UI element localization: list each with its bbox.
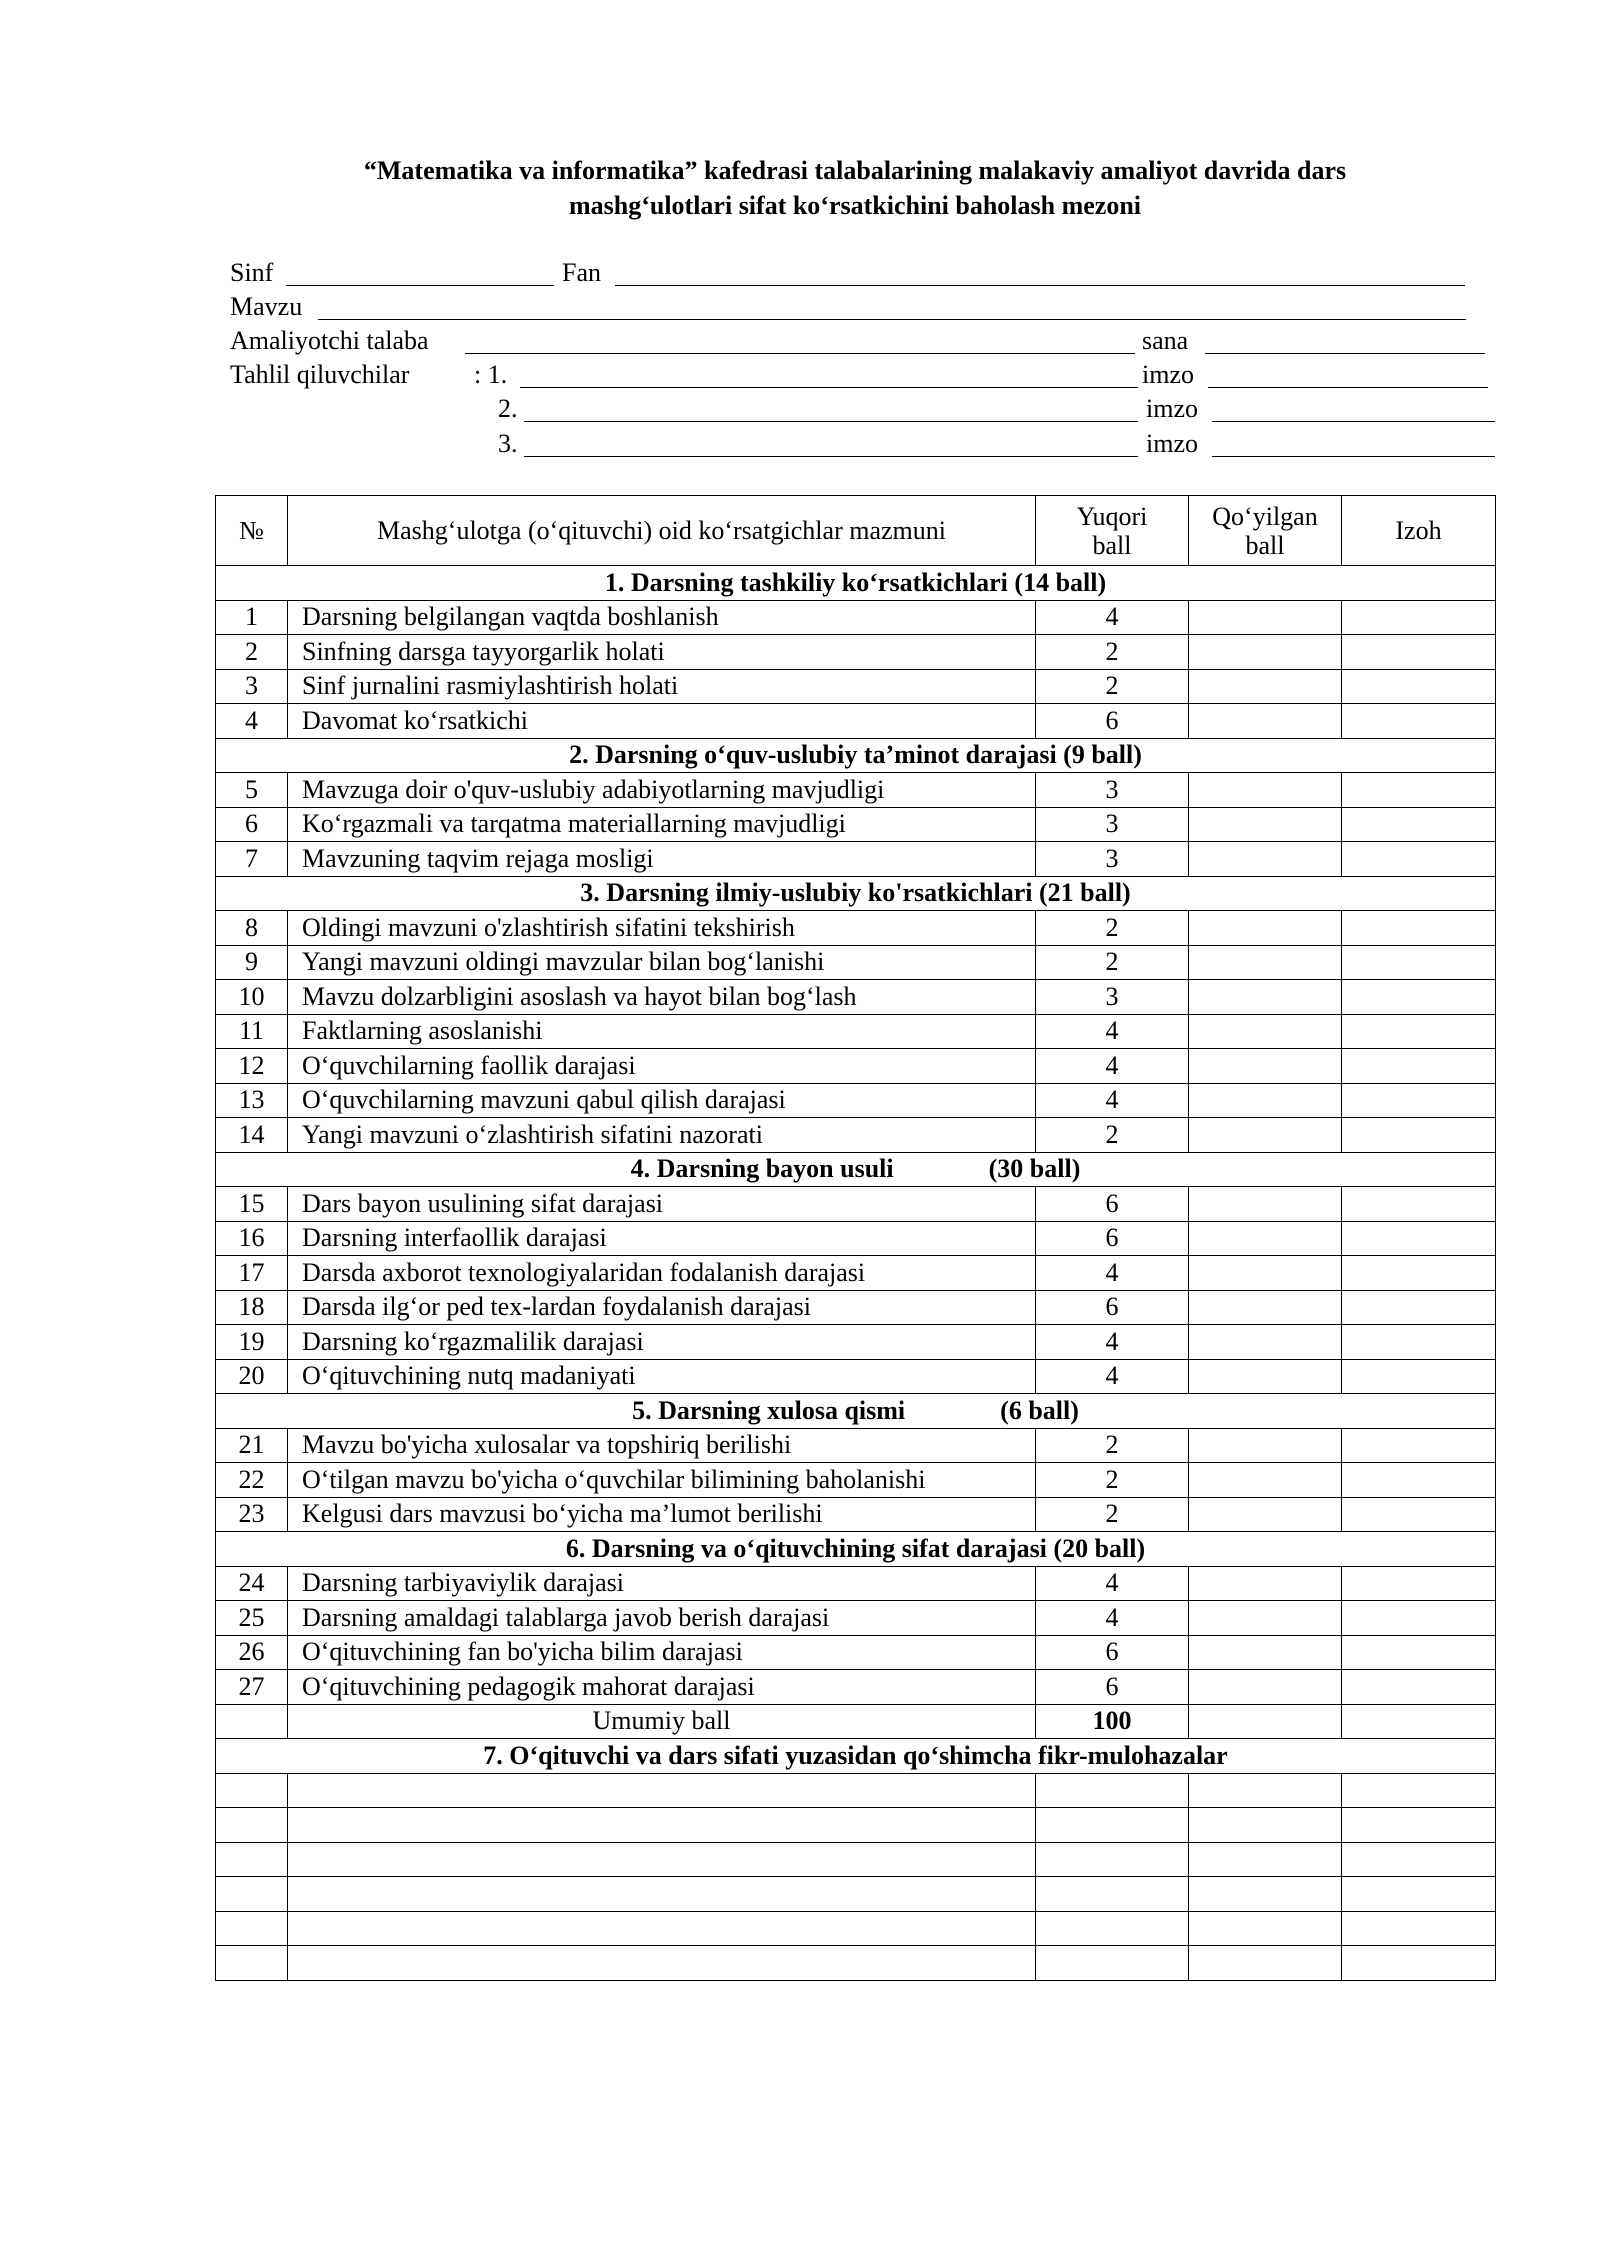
row-number: 4 (216, 704, 288, 739)
row-number: 26 (216, 1635, 288, 1670)
total-row (216, 1704, 1496, 1739)
row-note-cell[interactable] (1342, 1325, 1496, 1360)
row-number: 6 (216, 807, 288, 842)
row-note-cell[interactable] (1342, 1497, 1496, 1532)
header-max-score (1036, 496, 1189, 566)
row-max-score: 2 (1036, 1118, 1189, 1153)
row-number: 3 (216, 669, 288, 704)
comment-row[interactable] (216, 1877, 1496, 1912)
comment-cell[interactable] (1189, 1877, 1342, 1912)
talaba-field[interactable] (465, 353, 1135, 354)
row-max-score: 2 (1036, 1497, 1189, 1532)
row-given-score-cell[interactable] (1189, 1014, 1342, 1049)
table-row (216, 1670, 1496, 1705)
row-max-score: 4 (1036, 1566, 1189, 1601)
table-row (216, 980, 1496, 1015)
tahlil-label: Tahlil qiluvchilar (230, 360, 410, 389)
section-2-header (216, 738, 1496, 773)
row-given-score-cell[interactable] (1189, 1670, 1342, 1705)
fan-label: Fan (562, 258, 601, 287)
comment-cell[interactable] (1342, 1911, 1496, 1946)
row-max-score: 4 (1036, 600, 1189, 635)
evaluation-table (215, 495, 1496, 1981)
row-note-cell[interactable] (1342, 635, 1496, 670)
row-given-score-cell[interactable] (1189, 842, 1342, 877)
row-criterion: Darsning ko‘rgazmalilik darajasi (288, 1325, 1036, 1360)
row-given-score-cell[interactable] (1189, 1463, 1342, 1498)
total-label: Umumiy ball (288, 1704, 1036, 1739)
comment-cell[interactable] (216, 1911, 288, 1946)
row-max-score: 4 (1036, 1256, 1189, 1291)
row-max-score: 6 (1036, 1635, 1189, 1670)
table-row (216, 911, 1496, 946)
talaba-label: Amaliyotchi talaba (230, 326, 429, 355)
row-note-cell[interactable] (1342, 980, 1496, 1015)
row-given-score-cell[interactable] (1189, 1290, 1342, 1325)
header-given-score-line1: Qo‘yilgan (1212, 501, 1318, 531)
row-criterion: Yangi mavzuni o‘zlashtirish sifatini nazorati (288, 1118, 1036, 1153)
row-criterion: Sinf jurnalini rasmiylashtirish holati (288, 669, 1036, 704)
imzo-1-field[interactable] (1208, 387, 1488, 388)
row-note-cell[interactable] (1342, 669, 1496, 704)
section-4-title-cell (216, 1152, 1496, 1187)
row-max-score: 4 (1036, 1014, 1189, 1049)
table-row (216, 1325, 1496, 1360)
row-max-score: 2 (1036, 911, 1189, 946)
comment-cell[interactable] (1036, 1946, 1189, 1981)
row-criterion: Mavzu bo'yicha xulosalar va topshiriq berilishi (288, 1428, 1036, 1463)
comment-cell[interactable] (288, 1877, 1036, 1912)
row-note-cell[interactable] (1342, 773, 1496, 808)
row-criterion: O‘quvchilarning faollik darajasi (288, 1049, 1036, 1084)
row-number: 11 (216, 1014, 288, 1049)
document-title (215, 153, 1495, 223)
table-row (216, 807, 1496, 842)
table-row (216, 773, 1496, 808)
row-note-cell[interactable] (1342, 600, 1496, 635)
header-note: Izoh (1342, 496, 1496, 566)
row-given-score-cell[interactable] (1189, 1325, 1342, 1360)
row-criterion: Darsning amaldagi talablarga javob berish darajasi (288, 1601, 1036, 1636)
title-line-2: mashg‘ulotlari sifat ko‘rsatkichini baholash mezoni (568, 191, 1142, 220)
row-max-score: 3 (1036, 842, 1189, 877)
table-row (216, 945, 1496, 980)
comment-cell[interactable] (1189, 1773, 1342, 1808)
row-number: 20 (216, 1359, 288, 1394)
total-given-cell[interactable] (1189, 1704, 1342, 1739)
row-note-cell[interactable] (1342, 1221, 1496, 1256)
total-empty-cell (216, 1704, 288, 1739)
row-given-score-cell[interactable] (1189, 807, 1342, 842)
row-given-score-cell[interactable] (1189, 704, 1342, 739)
row-number: 9 (216, 945, 288, 980)
comment-cell[interactable] (1189, 1808, 1342, 1843)
row-max-score: 3 (1036, 773, 1189, 808)
row-given-score-cell[interactable] (1189, 1049, 1342, 1084)
row-note-cell[interactable] (1342, 1601, 1496, 1636)
row-criterion: Darsning interfaollik darajasi (288, 1221, 1036, 1256)
row-given-score-cell[interactable] (1189, 669, 1342, 704)
comment-row[interactable] (216, 1773, 1496, 1808)
table-row (216, 1463, 1496, 1498)
comment-cell[interactable] (288, 1842, 1036, 1877)
row-given-score-cell[interactable] (1189, 1256, 1342, 1291)
table-row (216, 600, 1496, 635)
table-row (216, 1221, 1496, 1256)
imzo-2-label: imzo (1146, 394, 1198, 423)
row-note-cell[interactable] (1342, 1670, 1496, 1705)
total-value: 100 (1036, 1704, 1189, 1739)
row-given-score-cell[interactable] (1189, 600, 1342, 635)
table-row (216, 1497, 1496, 1532)
reviewer-3-field[interactable] (524, 456, 1138, 457)
row-note-cell[interactable] (1342, 842, 1496, 877)
row-note-cell[interactable] (1342, 1290, 1496, 1325)
row-number: 13 (216, 1083, 288, 1118)
row-criterion: Dars bayon usulining sifat darajasi (288, 1187, 1036, 1222)
row-note-cell[interactable] (1342, 1187, 1496, 1222)
row-number: 7 (216, 842, 288, 877)
header-max-score-line1: Yuqori (1076, 501, 1148, 531)
row-note-cell[interactable] (1342, 1118, 1496, 1153)
row-criterion: Mavzuning taqvim rejaga mosligi (288, 842, 1036, 877)
row-max-score: 3 (1036, 980, 1189, 1015)
comment-cell[interactable] (1342, 1842, 1496, 1877)
table-row (216, 1049, 1496, 1084)
comment-cell[interactable] (1036, 1911, 1189, 1946)
row-number: 22 (216, 1463, 288, 1498)
row-note-cell[interactable] (1342, 1463, 1496, 1498)
table-row (216, 1014, 1496, 1049)
row-given-score-cell[interactable] (1189, 1566, 1342, 1601)
row-criterion: Oldingi mavzuni o'zlashtirish sifatini tekshirish (288, 911, 1036, 946)
row-note-cell[interactable] (1342, 945, 1496, 980)
comment-cell[interactable] (1036, 1808, 1189, 1843)
row-criterion: Mavzu dolzarbligini asoslash va hayot bilan bog‘lash (288, 980, 1036, 1015)
row-number: 10 (216, 980, 288, 1015)
comment-row[interactable] (216, 1808, 1496, 1843)
header-given-score (1189, 496, 1342, 566)
row-given-score-cell[interactable] (1189, 1601, 1342, 1636)
row-max-score: 4 (1036, 1359, 1189, 1394)
imzo-2-field[interactable] (1212, 421, 1495, 422)
table-row (216, 704, 1496, 739)
section-6-header (216, 1532, 1496, 1567)
table-row (216, 1601, 1496, 1636)
row-note-cell[interactable] (1342, 1566, 1496, 1601)
sinf-field[interactable] (286, 285, 554, 286)
row-max-score: 4 (1036, 1601, 1189, 1636)
row-note-cell[interactable] (1342, 807, 1496, 842)
row-given-score-cell[interactable] (1189, 980, 1342, 1015)
row-number: 24 (216, 1566, 288, 1601)
comment-cell[interactable] (1036, 1773, 1189, 1808)
section-4-title: 4. Darsning bayon usuli (630, 1154, 894, 1184)
total-note-cell[interactable] (1342, 1704, 1496, 1739)
row-max-score: 4 (1036, 1049, 1189, 1084)
reviewer-1-number: : 1. (474, 360, 508, 389)
row-criterion: Darsda axborot texnologiyalaridan fodalanish darajasi (288, 1256, 1036, 1291)
comment-cell[interactable] (288, 1946, 1036, 1981)
comment-cell[interactable] (288, 1911, 1036, 1946)
sana-field[interactable] (1205, 353, 1485, 354)
imzo-3-field[interactable] (1212, 456, 1495, 457)
row-given-score-cell[interactable] (1189, 911, 1342, 946)
row-number: 15 (216, 1187, 288, 1222)
row-max-score: 2 (1036, 635, 1189, 670)
table-row (216, 1187, 1496, 1222)
comment-cell[interactable] (1189, 1911, 1342, 1946)
comment-cell[interactable] (1342, 1808, 1496, 1843)
mavzu-field[interactable] (318, 319, 1466, 320)
row-max-score: 3 (1036, 807, 1189, 842)
comment-cell[interactable] (1189, 1946, 1342, 1981)
row-number: 17 (216, 1256, 288, 1291)
row-max-score: 2 (1036, 669, 1189, 704)
table-header-row (216, 496, 1496, 566)
row-max-score: 6 (1036, 1290, 1189, 1325)
table-row (216, 1635, 1496, 1670)
row-criterion: O‘qituvchining nutq madaniyati (288, 1359, 1036, 1394)
reviewer-2-field[interactable] (524, 421, 1138, 422)
section-5-points: (6 ball) (1000, 1395, 1079, 1425)
row-number: 2 (216, 635, 288, 670)
section-7-title: 7. O‘qituvchi va dars sifati yuzasidan qo‘shimcha fikr-mulohazalar (216, 1739, 1496, 1774)
row-max-score: 6 (1036, 1221, 1189, 1256)
row-criterion: O‘qituvchining fan bo'yicha bilim darajasi (288, 1635, 1036, 1670)
row-note-cell[interactable] (1342, 1428, 1496, 1463)
table-row (216, 1428, 1496, 1463)
row-criterion: Faktlarning asoslanishi (288, 1014, 1036, 1049)
row-max-score: 6 (1036, 1670, 1189, 1705)
row-note-cell[interactable] (1342, 704, 1496, 739)
section-6-title: 6. Darsning va o‘qituvchining sifat darajasi (20 ball) (216, 1532, 1496, 1567)
comment-cell[interactable] (1036, 1877, 1189, 1912)
row-number: 12 (216, 1049, 288, 1084)
comment-cell[interactable] (288, 1773, 1036, 1808)
section-5-header (216, 1394, 1496, 1429)
table-row (216, 1083, 1496, 1118)
imzo-1-label: imzo (1142, 360, 1194, 389)
header-given-score-line2: ball (1245, 530, 1285, 560)
reviewer-3-number: 3. (498, 429, 518, 458)
row-note-cell[interactable] (1342, 911, 1496, 946)
comment-cell[interactable] (1036, 1842, 1189, 1877)
row-criterion: Yangi mavzuni oldingi mavzular bilan bog‘lanishi (288, 945, 1036, 980)
section-4-points: (30 ball) (988, 1154, 1081, 1184)
row-number: 18 (216, 1290, 288, 1325)
row-max-score: 4 (1036, 1083, 1189, 1118)
row-given-score-cell[interactable] (1189, 1083, 1342, 1118)
row-criterion: O‘tilgan mavzu bo'yicha o‘quvchilar bilimining baholanishi (288, 1463, 1036, 1498)
row-criterion: Darsning belgilangan vaqtda boshlanish (288, 600, 1036, 635)
row-note-cell[interactable] (1342, 1049, 1496, 1084)
row-note-cell[interactable] (1342, 1635, 1496, 1670)
comment-cell[interactable] (1189, 1842, 1342, 1877)
row-given-score-cell[interactable] (1189, 1221, 1342, 1256)
section-2-title: 2. Darsning o‘quv-uslubiy ta’minot darajasi (9 ball) (216, 738, 1496, 773)
comment-row[interactable] (216, 1911, 1496, 1946)
comment-cell[interactable] (1342, 1877, 1496, 1912)
title-line-1: “Matematika va informatika” kafedrasi talabalarining malakaviy amaliyot davrida dars (363, 156, 1347, 185)
table-row (216, 635, 1496, 670)
row-max-score: 6 (1036, 1187, 1189, 1222)
row-given-score-cell[interactable] (1189, 1635, 1342, 1670)
row-max-score: 2 (1036, 1428, 1189, 1463)
row-number: 14 (216, 1118, 288, 1153)
row-criterion: Mavzuga doir o'quv-uslubiy adabiyotlarning mavjudligi (288, 773, 1036, 808)
row-max-score: 6 (1036, 704, 1189, 739)
row-criterion: Sinfning darsga tayyorgarlik holati (288, 635, 1036, 670)
row-note-cell[interactable] (1342, 1014, 1496, 1049)
row-number: 23 (216, 1497, 288, 1532)
comment-row[interactable] (216, 1946, 1496, 1981)
imzo-3-label: imzo (1146, 429, 1198, 458)
row-given-score-cell[interactable] (1189, 1118, 1342, 1153)
reviewer-2-number: 2. (498, 394, 518, 423)
section-1-title: 1. Darsning tashkiliy ko‘rsatkichlari (14 ball) (216, 566, 1496, 601)
section-3-title: 3. Darsning ilmiy-uslubiy ko'rsatkichlari (21 ball) (216, 876, 1496, 911)
table-row (216, 1566, 1496, 1601)
row-criterion: Davomat ko‘rsatkichi (288, 704, 1036, 739)
row-max-score: 2 (1036, 1463, 1189, 1498)
mavzu-label: Mavzu (230, 292, 303, 321)
comment-cell[interactable] (216, 1877, 288, 1912)
row-note-cell[interactable] (1342, 1083, 1496, 1118)
comment-cell[interactable] (1342, 1946, 1496, 1981)
table-row (216, 842, 1496, 877)
row-given-score-cell[interactable] (1189, 1187, 1342, 1222)
reviewer-1-field[interactable] (520, 387, 1138, 388)
comment-cell[interactable] (216, 1842, 288, 1877)
row-criterion: Darsda ilg‘or ped tex-lardan foydalanish darajasi (288, 1290, 1036, 1325)
row-given-score-cell[interactable] (1189, 1497, 1342, 1532)
sana-label: sana (1142, 326, 1189, 355)
row-number: 21 (216, 1428, 288, 1463)
row-number: 27 (216, 1670, 288, 1705)
row-criterion: Kelgusi dars mavzusi bo‘yicha ma’lumot berilishi (288, 1497, 1036, 1532)
comment-cell[interactable] (216, 1808, 288, 1843)
header-number: № (216, 496, 288, 566)
row-given-score-cell[interactable] (1189, 1359, 1342, 1394)
row-number: 5 (216, 773, 288, 808)
table-row (216, 1256, 1496, 1291)
row-number: 19 (216, 1325, 288, 1360)
section-4-header (216, 1152, 1496, 1187)
comment-cell[interactable] (216, 1946, 288, 1981)
header-max-score-line2: ball (1092, 530, 1132, 560)
section-1-header (216, 566, 1496, 601)
row-criterion: O‘qituvchining pedagogik mahorat darajasi (288, 1670, 1036, 1705)
row-criterion: O‘quvchilarning mavzuni qabul qilish darajasi (288, 1083, 1036, 1118)
row-max-score: 2 (1036, 945, 1189, 980)
row-number: 1 (216, 600, 288, 635)
row-given-score-cell[interactable] (1189, 1428, 1342, 1463)
row-number: 25 (216, 1601, 288, 1636)
table-row (216, 1359, 1496, 1394)
row-max-score: 4 (1036, 1325, 1189, 1360)
header-content: Mashg‘ulotga (o‘qituvchi) oid ko‘rsatgichlar mazmuni (288, 496, 1036, 566)
comment-row[interactable] (216, 1842, 1496, 1877)
row-criterion: Darsning tarbiyaviylik darajasi (288, 1566, 1036, 1601)
row-criterion: Ko‘rgazmali va tarqatma materiallarning mavjudligi (288, 807, 1036, 842)
fan-field[interactable] (615, 285, 1465, 286)
row-given-score-cell[interactable] (1189, 945, 1342, 980)
section-7-header (216, 1739, 1496, 1774)
comment-cell[interactable] (1342, 1773, 1496, 1808)
row-note-cell[interactable] (1342, 1359, 1496, 1394)
section-5-title: 5. Darsning xulosa qismi (632, 1395, 906, 1425)
row-note-cell[interactable] (1342, 1256, 1496, 1291)
section-3-header (216, 876, 1496, 911)
table-row (216, 1290, 1496, 1325)
table-row (216, 1118, 1496, 1153)
row-number: 16 (216, 1221, 288, 1256)
row-given-score-cell[interactable] (1189, 635, 1342, 670)
sinf-label: Sinf (230, 258, 274, 287)
row-given-score-cell[interactable] (1189, 773, 1342, 808)
row-number: 8 (216, 911, 288, 946)
table-row (216, 669, 1496, 704)
comment-cell[interactable] (216, 1773, 288, 1808)
section-5-title-cell (216, 1394, 1496, 1429)
comment-cell[interactable] (288, 1808, 1036, 1843)
